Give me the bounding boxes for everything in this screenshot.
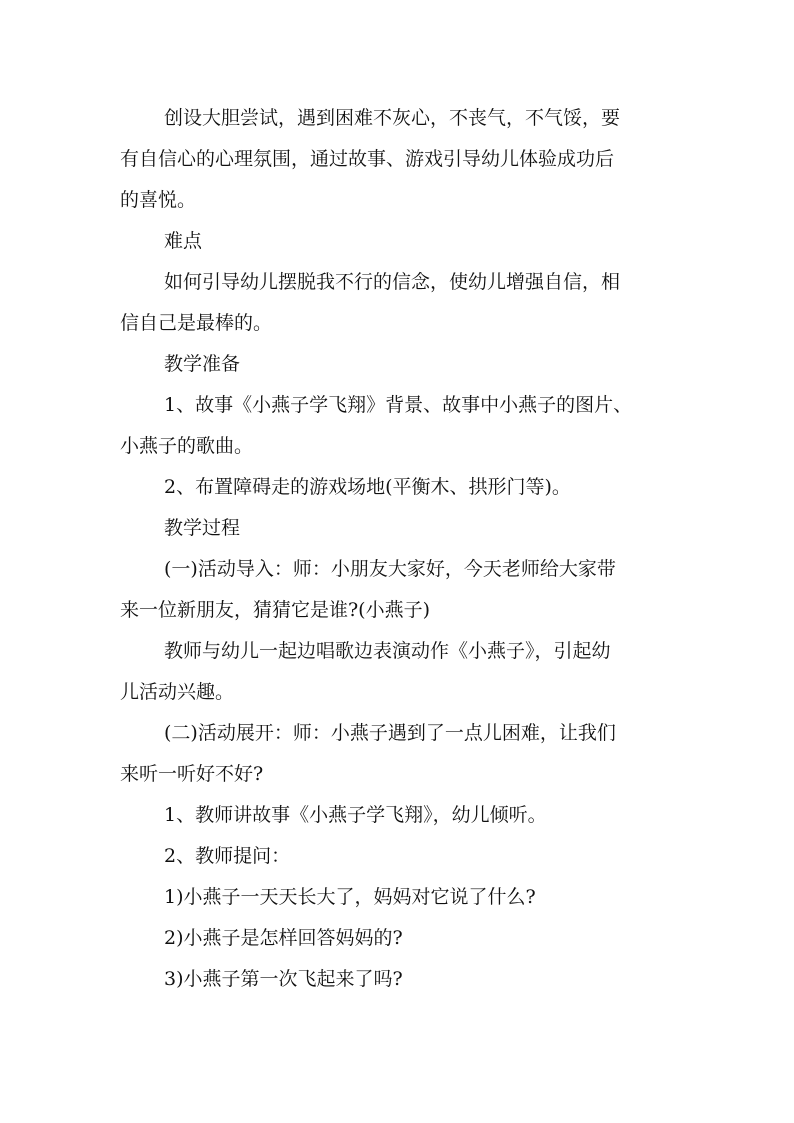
- paragraph-line: 来听一听好不好?: [120, 763, 264, 785]
- list-item: 2、布置障碍走的游戏场地(平衡木、拱形门等)。: [164, 476, 571, 498]
- section-heading-process: 教学过程: [164, 517, 241, 539]
- paragraph-line: 如何引导幼儿摆脱我不行的信念，使幼儿增强自信，相: [164, 271, 621, 293]
- paragraph-line: 的喜悦。: [120, 189, 197, 211]
- paragraph-line: 信自己是最棒的。: [120, 312, 273, 334]
- paragraph-line: 来一位新朋友，猜猜它是谁?(小燕子): [120, 599, 431, 621]
- list-item: 1、教师讲故事《小燕子学飞翔》，幼儿倾听。: [164, 804, 547, 826]
- section-heading-difficulty: 难点: [164, 230, 203, 252]
- question-item: 1)小燕子一天天长大了，妈妈对它说了什么?: [164, 886, 536, 908]
- question-item: 3)小燕子第一次飞起来了吗?: [164, 968, 403, 990]
- list-item-continuation: 小燕子的歌曲。: [120, 435, 254, 457]
- list-item: 2、教师提问：: [164, 845, 291, 867]
- list-item: 1、故事《小燕子学飞翔》背景、故事中小燕子的图片、: [164, 394, 633, 416]
- paragraph-line: 有自信心的心理氛围，通过故事、游戏引导幼儿体验成功后: [120, 148, 615, 170]
- section-heading-preparation: 教学准备: [164, 353, 241, 375]
- question-item: 2)小燕子是怎样回答妈妈的?: [164, 927, 403, 949]
- paragraph-line: 创设大胆尝试，遇到困难不灰心，不丧气，不气馁，要: [164, 107, 621, 129]
- paragraph-line: (二)活动展开：师：小燕子遇到了一点儿困难，让我们: [164, 722, 616, 744]
- paragraph-line: 教师与幼儿一起边唱歌边表演动作《小燕子》，引起幼: [164, 640, 611, 662]
- paragraph-line: 儿活动兴趣。: [120, 681, 235, 703]
- paragraph-line: (一)活动导入：师：小朋友大家好，今天老师给大家带: [164, 558, 616, 580]
